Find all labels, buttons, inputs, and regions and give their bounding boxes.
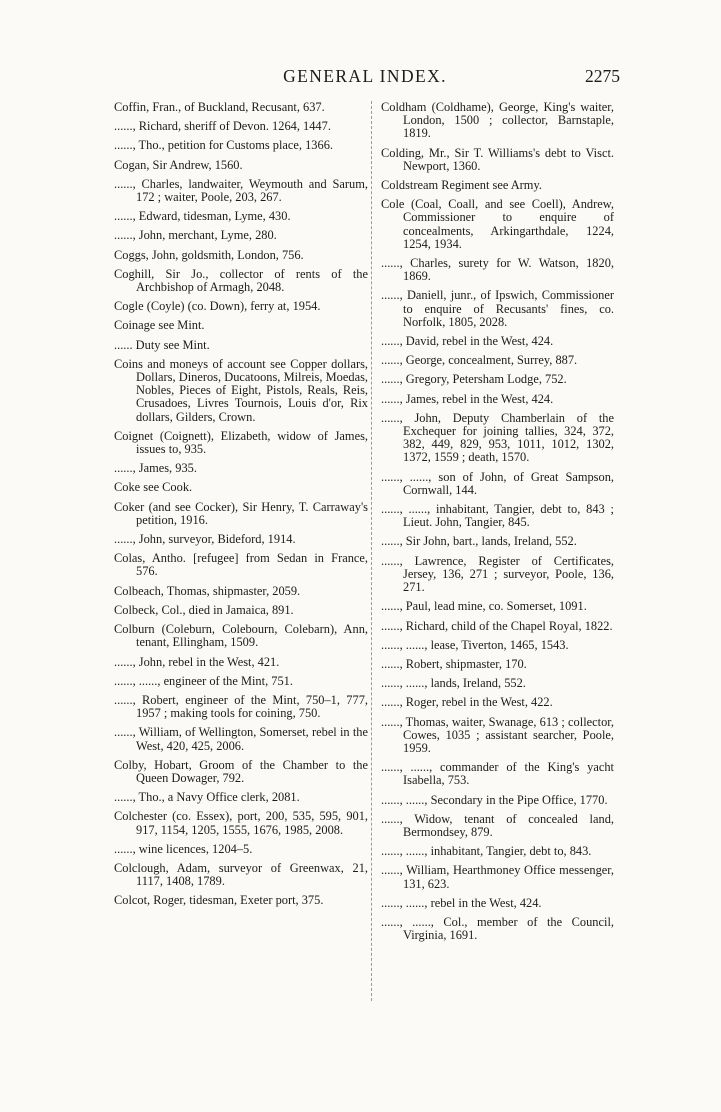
index-entry: Coffin, Fran., of Buckland, Recusant, 637. xyxy=(114,100,325,114)
index-entry: Colchester (co. Essex), port, 200, 535, 595, 901, 917, 1154, 1205, 1555, 1676, 1985, 2008. xyxy=(114,809,368,837)
index-column-right xyxy=(381,101,614,948)
index-entry: ......, wine licences, 1204–5. xyxy=(114,841,253,856)
index-entry: Coghill, Sir Jo., collector of rents of the Archbishop of Armagh, 2048. xyxy=(114,266,368,295)
index-entry: Cogan, Sir Andrew, 1560. xyxy=(114,157,243,172)
index-entry: ......, Charles, landwaiter, Weymouth and Sarum, 172 ; waiter, Poole, 203, 267. xyxy=(114,176,368,205)
index-entry: Coker (and see Cocker), Sir Henry, T. Carraway's petition, 1916. xyxy=(114,499,368,527)
index-entry: ......, Daniell, junr., of Ipswich, Commissioner to enquire of Recusants' fines, co. Norfolk, 1805, 2028. xyxy=(381,288,614,329)
index-entry: ......, Edward, tidesman, Lyme, 430. xyxy=(114,209,291,224)
page-title: GENERAL INDEX. xyxy=(283,66,447,86)
index-entry: ......, William, of Wellington, Somerset, rebel in the West, 420, 425, 2006. xyxy=(114,725,368,753)
index-entry: ......, ......, engineer of the Mint, 751. xyxy=(114,673,293,688)
index-entry: Colas, Antho. [refugee] from Sedan in France, 576. xyxy=(114,551,368,579)
index-entry: Coinage see Mint. xyxy=(114,318,205,333)
page-number: 2275 xyxy=(585,66,620,86)
index-entry: ...... Duty see Mint. xyxy=(114,337,210,352)
index-entry: ......, Widow, tenant of concealed land, Bermondsey, 879. xyxy=(381,811,614,839)
index-entry: ......, James, rebel in the West, 424. xyxy=(381,391,554,406)
index-entry: ......, Tho., a Navy Office clerk, 2081. xyxy=(114,790,300,805)
index-entry: Coldham (Coldhame), George, King's waiter, London, 1500 ; collector, Barnstaple, 1819. xyxy=(381,100,614,141)
index-entry: Colclough, Adam, surveyor of Greenwax, 21, 1117, 1408, 1789. xyxy=(114,860,368,889)
index-entry: ......, Paul, lead mine, co. Somerset, 1091. xyxy=(381,599,587,614)
index-entry: Coins and moneys of account see Copper dollars, Dollars, Dineros, Ducatoons, Milreis, Moedas, Nobles, Pieces of Eight, Pistols, Reals, Reis, Crusadoes, Livres Tournois, Louis d'or, Rix dollars, Gilders, Crown. xyxy=(114,356,368,424)
index-entry: ......, Richard, sheriff of Devon. 1264, 1447. xyxy=(114,119,331,134)
index-entry: Colburn (Coleburn, Colebourn, Colebarn), Ann, tenant, Ellingham, 1509. xyxy=(114,622,368,650)
index-entry: Cogle (Coyle) (co. Down), ferry at, 1954. xyxy=(114,299,321,314)
index-entry: ......, ......, inhabitant, Tangier, debt to, 843. xyxy=(381,844,592,859)
index-entry: ......, Charles, surety for W. Watson, 1820, 1869. xyxy=(381,256,614,284)
index-entry: ......, David, rebel in the West, 424. xyxy=(381,334,554,349)
index-entry: Colbeach, Thomas, shipmaster, 2059. xyxy=(114,583,301,598)
index-entry: ......, John, Deputy Chamberlain of the Exchequer for joining tallies, 324, 372, 382, 449, 829, 953, 1011, 1012, 1302, 1372, 1559 ; death, 1570. xyxy=(381,410,614,465)
index-entry: ......, ......, commander of the King's yacht Isabella, 753. xyxy=(381,760,614,788)
index-entry: Cole (Coal, Coall, and see Coell), Andrew, Commissioner to enquire of concealments, Arkingarthdale, 1224, 1254, 1934. xyxy=(381,197,614,251)
index-entry: ......, James, 935. xyxy=(114,461,197,476)
index-entry: ......, Thomas, waiter, Swanage, 613 ; collector, Cowes, 1035 ; assistant searcher, Poole, 1959. xyxy=(381,714,614,755)
index-entry: Coignet (Coignett), Elizabeth, widow of James, issues to, 935. xyxy=(114,428,368,457)
index-entry: ......, John, rebel in the West, 421. xyxy=(114,654,280,669)
index-entry: Colcot, Roger, tidesman, Exeter port, 375. xyxy=(114,893,324,908)
index-entry: Coldstream Regiment see Army. xyxy=(381,178,542,193)
index-entry: ......, William, Hearthmoney Office messenger, 131, 623. xyxy=(381,863,614,891)
index-entry: ......, George, concealment, Surrey, 887. xyxy=(381,353,578,368)
index-entry: ......, ......, Secondary in the Pipe Office, 1770. xyxy=(381,792,608,807)
index-entry: ......, ......, son of John, of Great Sampson, Cornwall, 144. xyxy=(381,469,614,497)
index-entry: Colby, Hobart, Groom of the Chamber to the Queen Dowager, 792. xyxy=(114,757,368,785)
index-entry: ......, Roger, rebel in the West, 422. xyxy=(381,695,553,710)
index-entry: ......, Gregory, Petersham Lodge, 752. xyxy=(381,372,567,387)
index-entry: ......, Richard, child of the Chapel Royal, 1822. xyxy=(381,618,613,633)
index-entry: ......, Sir John, bart., lands, Ireland, 552. xyxy=(381,534,577,549)
index-entry: ......, ......, rebel in the West, 424. xyxy=(381,895,542,910)
index-entry: ......, Robert, shipmaster, 170. xyxy=(381,656,527,671)
page-header xyxy=(110,66,620,88)
index-entry: Coke see Cook. xyxy=(114,480,193,495)
index-entry: ......, John, surveyor, Bideford, 1914. xyxy=(114,532,296,547)
column-divider xyxy=(371,101,372,1001)
index-entry: ......, ......, inhabitant, Tangier, debt to, 843 ; Lieut. John, Tangier, 845. xyxy=(381,502,614,530)
index-entry: ......, John, merchant, Lyme, 280. xyxy=(114,228,277,243)
index-entry: ......, ......, Col., member of the Council, Virginia, 1691. xyxy=(381,914,614,943)
index-entry: ......, Robert, engineer of the Mint, 750–1, 777, 1957 ; making tools for coining, 750. xyxy=(114,692,368,721)
index-entry: Coggs, John, goldsmith, London, 756. xyxy=(114,247,304,262)
index-entry: Colding, Mr., Sir T. Williams's debt to Visct. Newport, 1360. xyxy=(381,145,614,173)
index-column-left xyxy=(114,101,368,914)
index-entry: Colbeck, Col., died in Jamaica, 891. xyxy=(114,602,294,617)
index-entry: ......, ......, lease, Tiverton, 1465, 1543. xyxy=(381,637,569,652)
index-entry: ......, Lawrence, Register of Certificates, Jersey, 136, 271 ; surveyor, Poole, 136, 271. xyxy=(381,553,614,595)
index-entry: ......, Tho., petition for Customs place, 1366. xyxy=(114,138,333,153)
index-entry: ......, ......, lands, Ireland, 552. xyxy=(381,676,526,691)
